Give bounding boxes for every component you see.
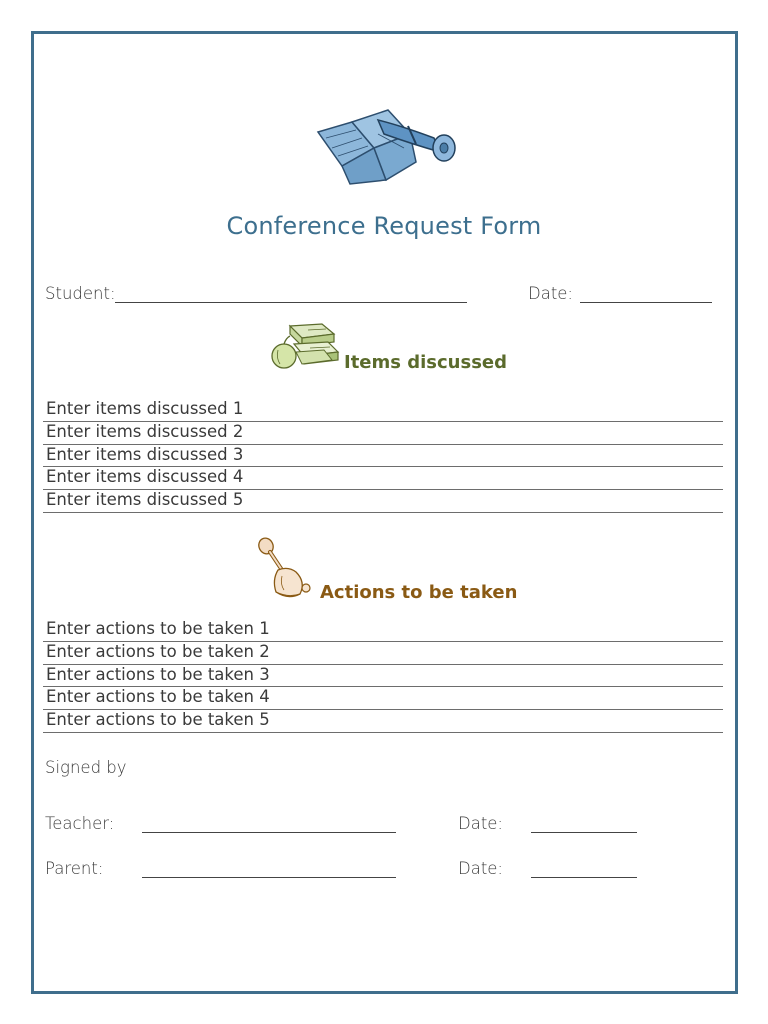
parent-signature-blank[interactable] (142, 877, 396, 878)
list-item[interactable]: Enter items discussed 1 (43, 399, 723, 422)
page-title: Conference Request Form (226, 212, 542, 240)
parent-date-label: Date: (458, 859, 503, 878)
list-item[interactable]: Enter items discussed 5 (43, 490, 723, 513)
list-item[interactable]: Enter actions to be taken 4 (43, 687, 723, 710)
actions-list (43, 619, 723, 733)
student-blank[interactable] (115, 302, 467, 303)
teacher-label: Teacher: (45, 814, 115, 833)
list-item[interactable]: Enter actions to be taken 3 (43, 665, 723, 688)
date-blank[interactable] (580, 302, 712, 303)
teacher-date-label: Date: (458, 814, 503, 833)
list-item[interactable]: Enter actions to be taken 1 (43, 619, 723, 642)
student-label: Student: (45, 284, 116, 303)
items-discussed-heading: Items discussed (344, 352, 508, 373)
list-item[interactable]: Enter items discussed 3 (43, 445, 723, 468)
parent-date-blank[interactable] (531, 877, 637, 878)
list-item[interactable]: Enter actions to be taken 5 (43, 710, 723, 733)
book-and-diploma-icon (312, 104, 458, 186)
list-item[interactable]: Enter items discussed 4 (43, 467, 723, 490)
items-discussed-list (43, 399, 723, 513)
date-label: Date: (528, 284, 573, 303)
teacher-signature-blank[interactable] (142, 832, 396, 833)
signed-by-label: Signed by (45, 758, 127, 777)
teacher-date-blank[interactable] (531, 832, 637, 833)
school-bell-icon (254, 536, 316, 602)
actions-heading: Actions to be taken (320, 582, 518, 603)
list-item[interactable]: Enter actions to be taken 2 (43, 642, 723, 665)
apple-and-books-icon (268, 320, 342, 374)
list-item[interactable]: Enter items discussed 2 (43, 422, 723, 445)
parent-label: Parent: (45, 859, 104, 878)
